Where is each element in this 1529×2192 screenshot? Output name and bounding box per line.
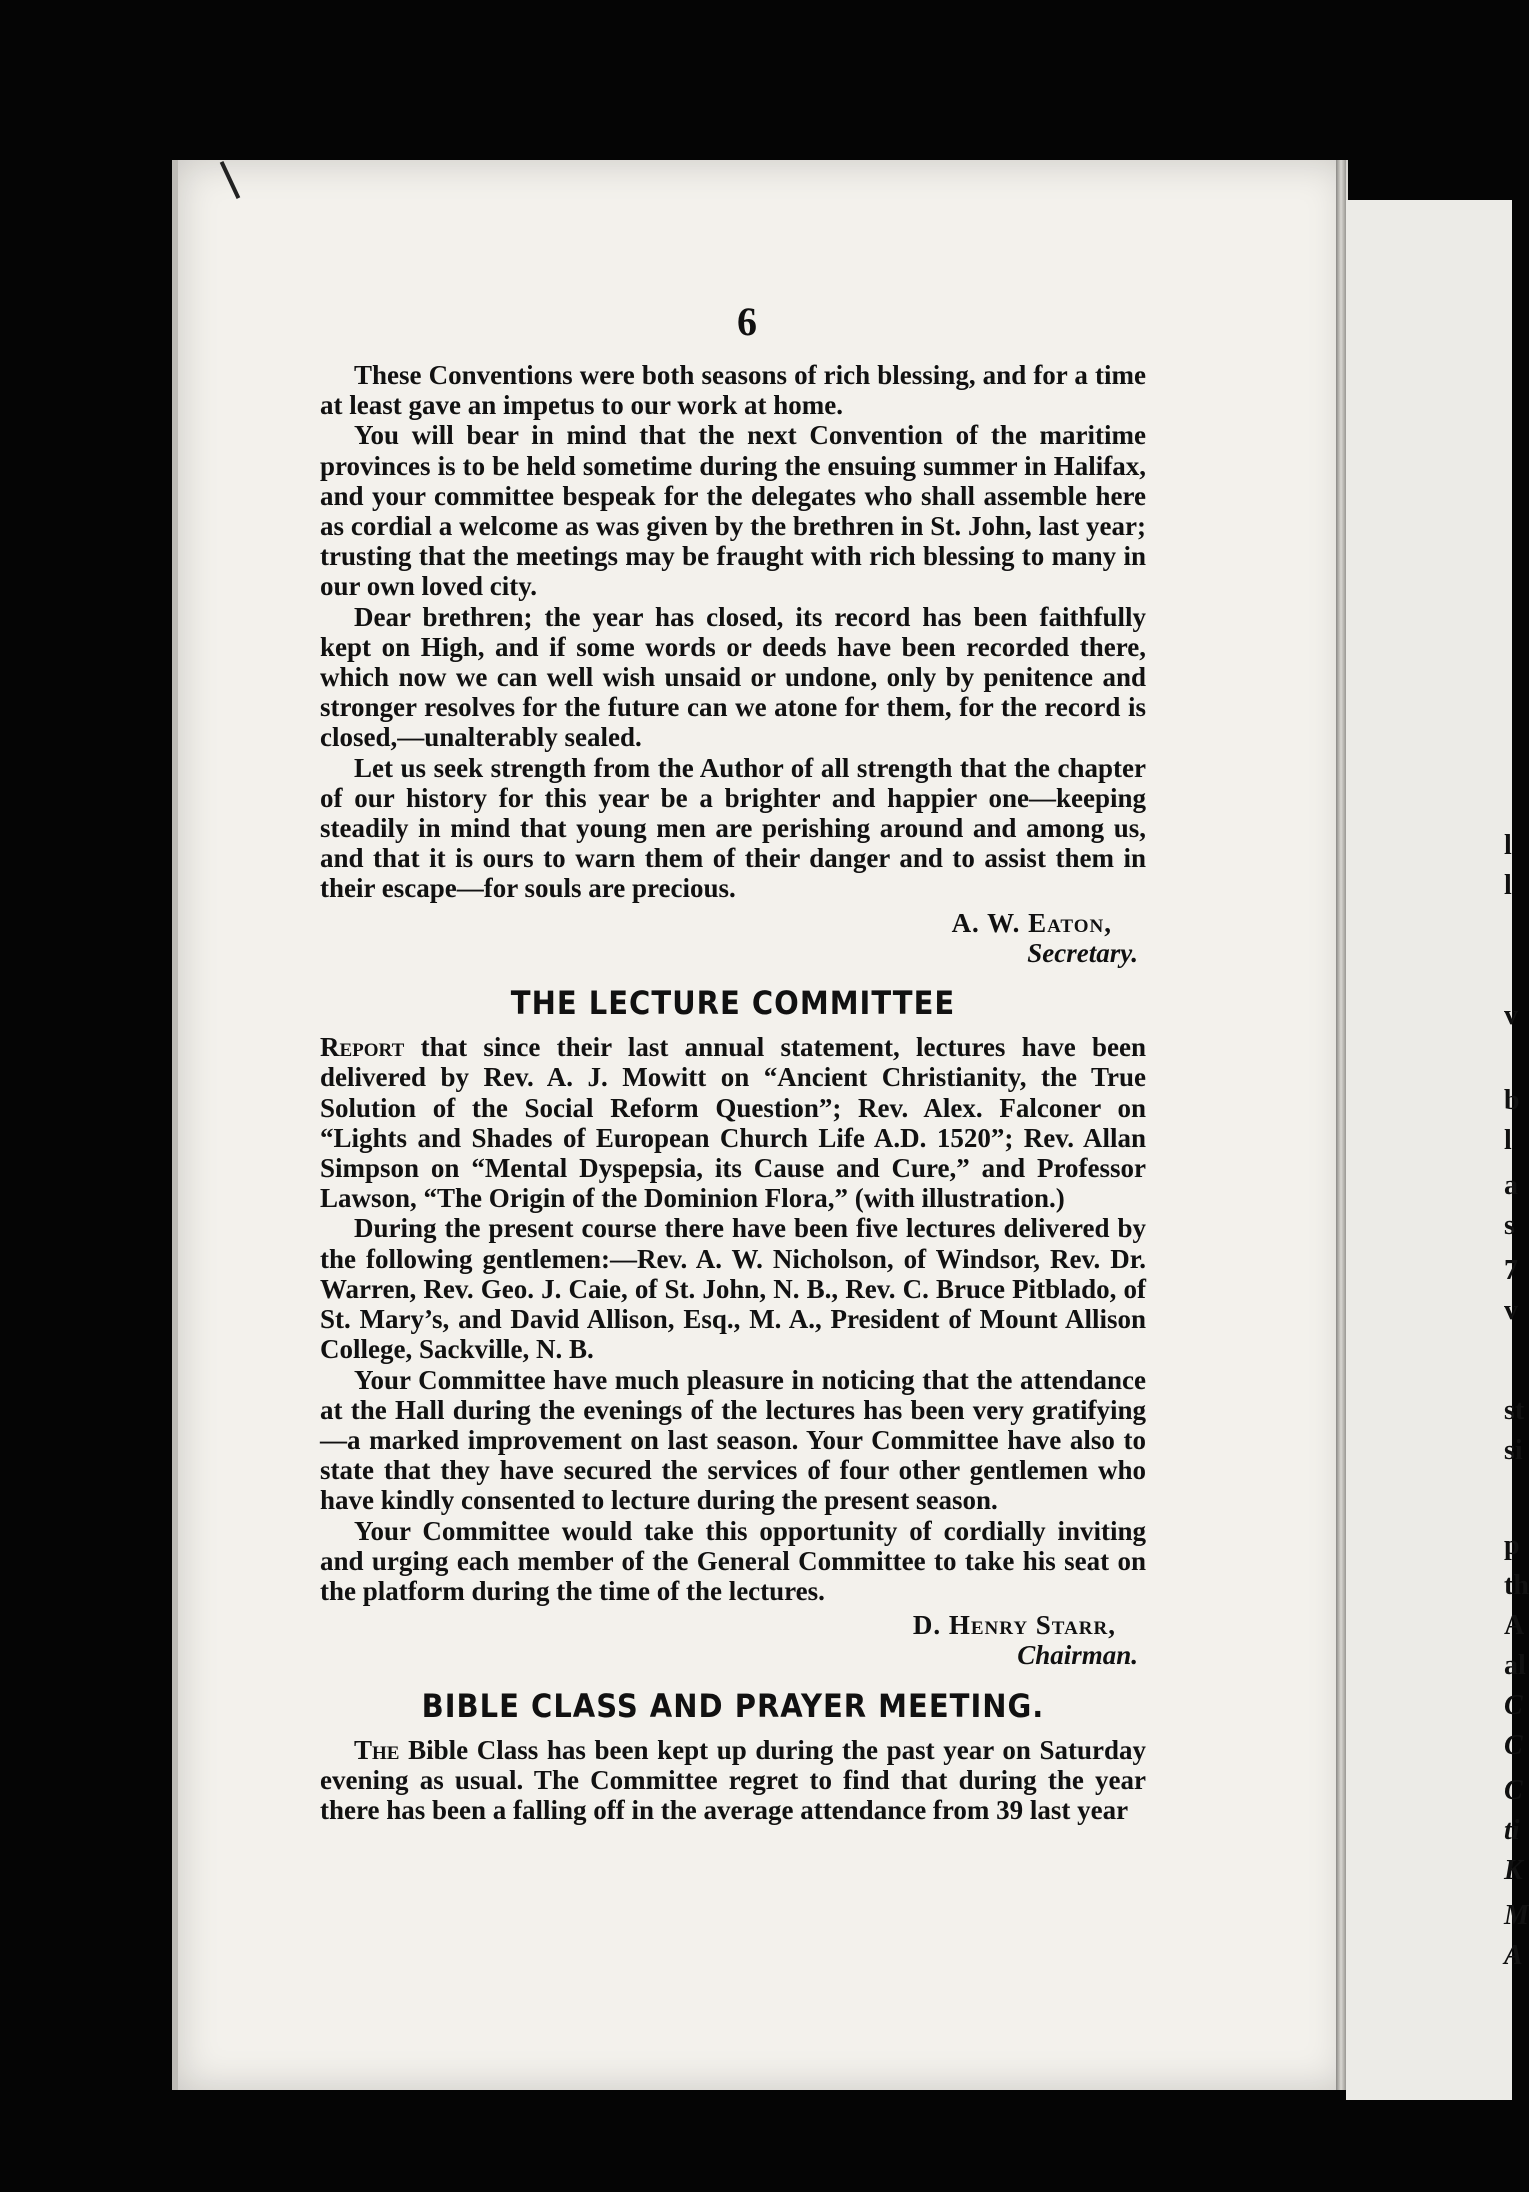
adjacent-page-fragment: al [1504, 1650, 1526, 1681]
adjacent-page-fragment: p [1504, 1530, 1520, 1561]
adjacent-page-fragment: st [1504, 1395, 1525, 1426]
adjacent-page-fragment: C [1504, 1730, 1523, 1761]
lecture-paragraph-3: Your Committee have much pleasure in noticing that the attendance at the Hall during the evenings of the lectures has been very gratifying—a marked improvement on last season. Your Committee have also to state that they have secured the services of four other gentlemen who have kindly consented to lecture during the present season. [320, 1364, 1146, 1516]
adjacent-page-fragment: l [1504, 870, 1512, 901]
adjacent-page-fragment: b [1504, 1085, 1520, 1116]
lecture-report-paragraph [320, 1032, 1146, 1213]
chairman-signature [320, 1610, 1146, 1670]
adjacent-page-fragment: a [1504, 1170, 1518, 1201]
adjacent-page-fragment: A [1504, 1940, 1523, 1971]
adjacent-page-fragment: v [1504, 1000, 1518, 1031]
page-number: 6 [737, 299, 757, 344]
adjacent-page-fragment: si [1504, 1435, 1523, 1466]
lead-word: The [354, 1734, 400, 1765]
bible-class-paragraph [320, 1735, 1146, 1826]
lecture-paragraph-2: During the present course there have been five lectures delivered by the following gentlemen:—Rev. A. W. Nicholson, of Windsor, Rev. Dr. Warren, Rev. Geo. J. Caie, of St. John, N. B., Rev. C. Bruce Pitblado, of St. Mary’s, and David Allison, Esq., M. A., President of Mount Allison College, Sackville, N. B. [320, 1213, 1146, 1365]
adjacent-page-fragment: l [1504, 1125, 1512, 1156]
adjacent-page-fragment: M [1504, 1900, 1529, 1931]
adjacent-page [1346, 200, 1529, 2100]
lecture-report-text: that since their last annual statement, lectures have been delivered by Rev. A. J. Mowitt on “Ancient Christianity, the True Solution of the Social Reform Question”; Rev. Alex. Falconer on “Lights and Shades of European Church Life A.D. 1520”; Rev. Allan Simpson on “Mental Dyspepsia, its Cause and Cure,” and Professor Lawson, “The Origin of the Dominion Flora,” (with illustration.) [320, 1032, 1147, 1214]
signature-role: Chairman. [1017, 1640, 1138, 1671]
body-text [320, 360, 1146, 1825]
section-heading-bible-class: BIBLE CLASS AND PRAYER MEETING. [421, 1686, 1045, 1725]
paragraph-2: You will bear in mind that the next Convention of the maritime provinces is to be held sometime during the ensuing summer in Halifax, and your committee bespeak for the delegates who shall assemble here as cordial a welcome as was given by the brethren in St. John, last year; trusting that the meetings may be fraught with rich blessing to many in our own loved city. [320, 420, 1146, 602]
paragraph-4: Let us seek strength from the Author of all strength that the chapter of our history for this year be a brighter and happier one—keeping steadily in mind that young men are perishing around and among us, and that it is ours to warn them of their danger and to assist them in their escape—for souls are precious. [320, 752, 1146, 904]
lecture-paragraph-4: Your Committee would take this opportunity of cordially inviting and urging each member of the General Committee to take his seat on the platform during the time of the lectures. [320, 1515, 1146, 1606]
adjacent-page-fragment: C [1504, 1690, 1523, 1721]
adjacent-page-fragment: th [1504, 1570, 1529, 1601]
adjacent-page-fragment: 7 [1504, 1255, 1518, 1286]
lead-word: Report [320, 1032, 405, 1063]
page-content-frame [172, 160, 1342, 2090]
section-heading-lecture-committee: THE LECTURE COMMITTEE [510, 984, 956, 1022]
adjacent-page-fragment: K [1504, 1855, 1523, 1886]
paragraph-3: Dear brethren; the year has closed, its record has been faithfully kept on High, and if some words or deeds have been recorded there, which now we can well wish unsaid or undone, only by penitence and stronger resolves for the future can we atone for them, for the record is closed,—unalterably sealed. [320, 601, 1146, 753]
signature-name: D. Henry Starr, [912, 1610, 1116, 1641]
adjacent-page-fragment: A [1504, 1610, 1525, 1641]
signature-name: A. W. Eaton, [951, 907, 1112, 938]
adjacent-page-fragment: C [1504, 1775, 1523, 1806]
paragraph-1: These Conventions were both seasons of rich blessing, and for a time at least gave an impetus to our work at home. [320, 360, 1146, 421]
adjacent-page-fragment: s [1504, 1210, 1515, 1241]
bible-class-text: Bible Class has been kept up during the past year on Saturday evening as usual. The Committee regret to find that during the year there has been a falling off in the average attendance from 39 last year [320, 1734, 1147, 1826]
adjacent-page-fragment: ti [1504, 1815, 1520, 1846]
adjacent-page-fragment: v [1504, 1295, 1518, 1326]
secretary-signature [320, 908, 1146, 968]
adjacent-page-fragment: l [1504, 830, 1512, 861]
signature-role: Secretary. [1027, 937, 1138, 968]
